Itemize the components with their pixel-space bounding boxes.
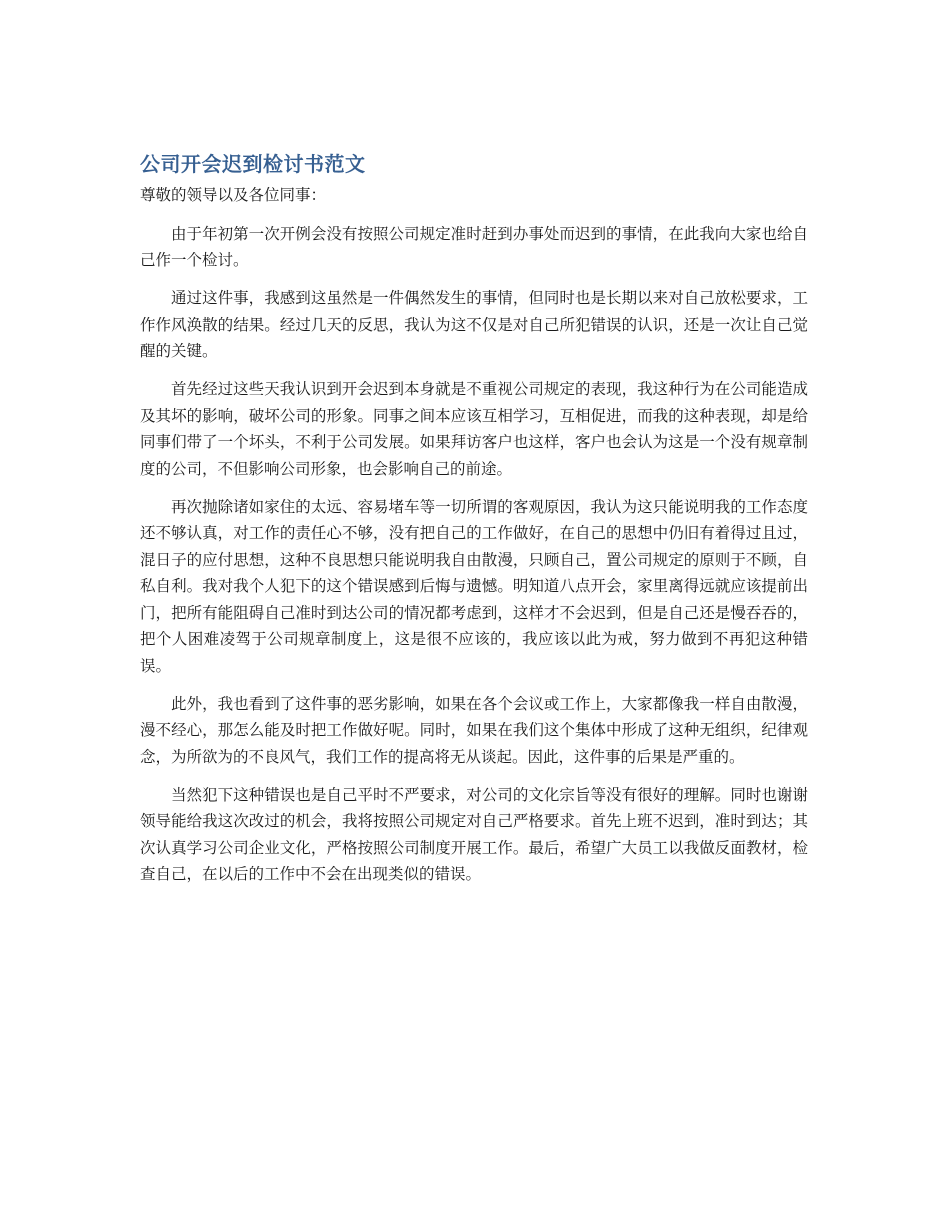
paragraph-1: 由于年初第一次开例会没有按照公司规定准时赶到办事处而迟到的事情，在此我向大家也给自己作一个检讨。 xyxy=(140,224,808,269)
document-page xyxy=(140,148,808,899)
paragraph-4: 再次抛除诸如家住的太远、容易堵车等一切所谓的客观原因，我认为这只能说明我的工作态度还不够认真，对工作的责任心不够，没有把自己的工作做好，在自己的思想中仍旧有着得过且过，混日子的应付思想，这种不良思想只能说明我自由散漫，只顾自己，置公司规定的原则于不顾，自私自利。我对我个人犯下的这个错误感到后悔与遗憾。明知道八点开会，家里离得远就应该提前出门，把所有能阻碍自己准时到达公司的情况都考虑到，这样才不会迟到，但是自己还是慢吞吞的，把个人困难凌驾于公司规章制度上，这是很不应该的，我应该以此为戒，努力做到不再犯这种错误。 xyxy=(140,497,808,675)
document-title: 公司开会迟到检讨书范文 xyxy=(140,152,366,176)
paragraph-5: 此外，我也看到了这件事的恶劣影响，如果在各个会议或工作上，大家都像我一样自由散漫，漫不经心，那怎么能及时把工作做好呢。同时，如果在我们这个集体中形成了这种无组织，纪律观念，为所欲为的不良风气，我们工作的提高将无从谈起。因此，这件事的后果是严重的。 xyxy=(140,694,808,766)
paragraph-3: 首先经过这些天我认识到开会迟到本身就是不重视公司规定的表现，我这种行为在公司能造成及其坏的影响，破坏公司的形象。同事之间本应该互相学习，互相促进，而我的这种表现，却是给同事们带了一个坏头，不利于公司发展。如果拜访客户也这样，客户也会认为这是一个没有规章制度的公司，不但影响公司形象，也会影响自己的前途。 xyxy=(140,380,808,478)
salutation: 尊敬的领导以及各位同事： xyxy=(140,186,327,204)
paragraph-2: 通过这件事，我感到这虽然是一件偶然发生的事情，但同时也是长期以来对自己放松要求，工作作风涣散的结果。经过几天的反思，我认为这不仅是对自己所犯错误的认识，还是一次让自己觉醒的关键。 xyxy=(140,289,808,360)
paragraph-6: 当然犯下这种错误也是自己平时不严要求，对公司的文化宗旨等没有很好的理解。同时也谢谢领导能给我这次改过的机会，我将按照公司规定对自己严格要求。首先上班不迟到，准时到达；其次认真学习公司企业文化，严格按照公司制度开展工作。最后，希望广大员工以我做反面教材，检查自己，在以后的工作中不会在出现类似的错误。 xyxy=(140,785,808,883)
